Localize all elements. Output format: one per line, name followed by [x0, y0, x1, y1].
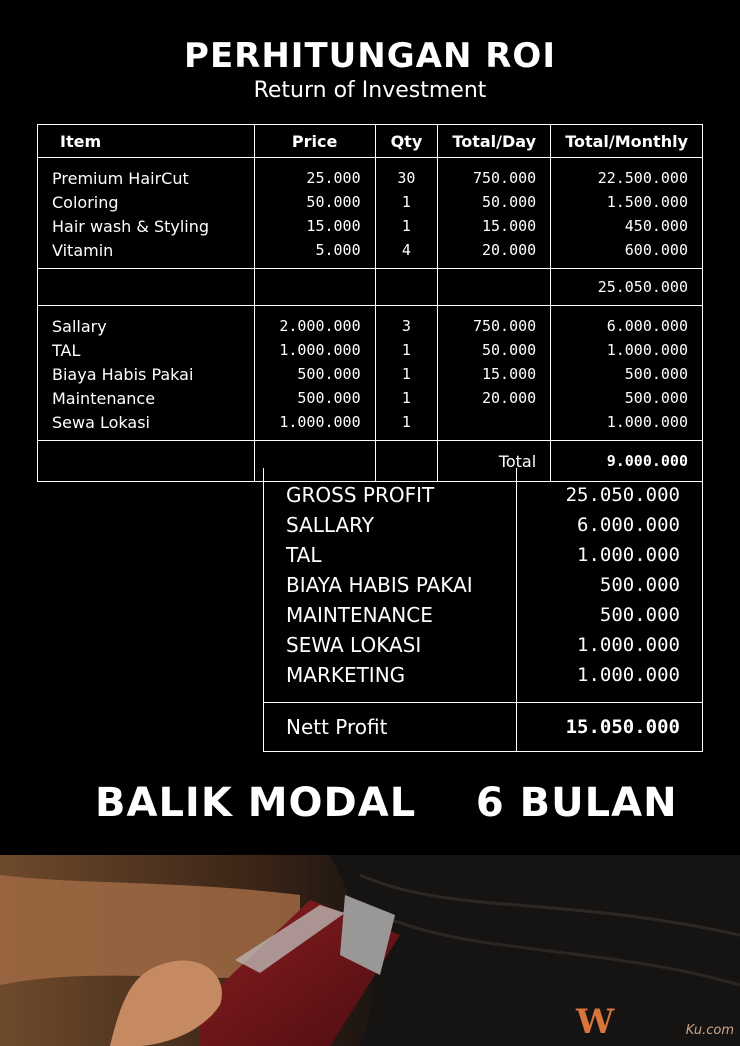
col-header-total-day: Total/Day	[438, 125, 551, 158]
expense-total-monthly: 1.000.000	[551, 410, 703, 441]
item-name: Vitamin	[38, 238, 255, 269]
expense-qty: 1	[375, 338, 438, 362]
income-subtotal-row	[38, 269, 703, 306]
roi-table	[37, 124, 703, 482]
expense-total-monthly: 500.000	[551, 386, 703, 410]
summary-label: TAL	[264, 540, 517, 570]
expense-name: Biaya Habis Pakai	[38, 362, 255, 386]
expense-total-monthly: 1.000.000	[551, 338, 703, 362]
table-row	[38, 362, 703, 386]
break-even-period: 6 BULAN	[475, 780, 678, 826]
item-total-monthly: 450.000	[551, 214, 703, 238]
table-row	[38, 158, 703, 191]
summary-value: 500.000	[517, 600, 703, 630]
nett-profit-row	[264, 703, 703, 752]
summary-label: SEWA LOKASI	[264, 630, 517, 660]
expense-name: Sewa Lokasi	[38, 410, 255, 441]
item-total-day: 750.000	[438, 158, 551, 191]
barber-photo	[0, 855, 740, 1046]
expense-total-day: 50.000	[438, 338, 551, 362]
summary-label: MARKETING	[264, 660, 517, 703]
total-value: 9.000.000	[551, 441, 703, 482]
item-qty: 30	[375, 158, 438, 191]
income-subtotal: 25.050.000	[551, 269, 703, 306]
barber-clipper-image	[0, 855, 740, 1046]
item-name: Coloring	[38, 190, 255, 214]
summary-label: SALLARY	[264, 510, 517, 540]
expense-total-day: 15.000	[438, 362, 551, 386]
summary-value: 25.050.000	[517, 468, 703, 510]
break-even-label: BALIK MODAL	[95, 780, 417, 826]
item-name: Hair wash & Styling	[38, 214, 255, 238]
page-title: PERHITUNGAN ROI	[184, 36, 556, 76]
table-header-row	[38, 125, 703, 158]
col-header-price: Price	[254, 125, 375, 158]
item-total-monthly: 600.000	[551, 238, 703, 269]
item-total-day: 50.000	[438, 190, 551, 214]
expense-name: TAL	[38, 338, 255, 362]
summary-label: MAINTENANCE	[264, 600, 517, 630]
summary-table	[263, 468, 703, 752]
expense-price: 1.000.000	[254, 410, 375, 441]
summary-row	[264, 660, 703, 703]
expense-price: 2.000.000	[254, 306, 375, 339]
col-header-item: Item	[38, 125, 255, 158]
item-total-day: 15.000	[438, 214, 551, 238]
table-row	[38, 386, 703, 410]
expense-price: 1.000.000	[254, 338, 375, 362]
table-row	[38, 410, 703, 441]
break-even-banner	[95, 780, 678, 826]
summary-row	[264, 540, 703, 570]
item-name: Premium HairCut	[38, 158, 255, 191]
watermark-text: Ku.com	[685, 1023, 734, 1038]
expense-total-day: 20.000	[438, 386, 551, 410]
nett-profit-value: 15.050.000	[517, 703, 703, 752]
summary-value: 1.000.000	[517, 660, 703, 703]
summary-row	[264, 468, 703, 510]
table-row	[38, 238, 703, 269]
watermark-logo: W	[576, 1002, 615, 1042]
summary-row	[264, 510, 703, 540]
table-row	[38, 338, 703, 362]
col-header-qty: Qty	[375, 125, 438, 158]
item-price: 15.000	[254, 214, 375, 238]
col-header-total-monthly: Total/Monthly	[551, 125, 703, 158]
expense-name: Maintenance	[38, 386, 255, 410]
item-qty: 1	[375, 214, 438, 238]
expense-qty: 3	[375, 306, 438, 339]
expense-qty: 1	[375, 362, 438, 386]
item-total-monthly: 1.500.000	[551, 190, 703, 214]
expense-qty: 1	[375, 410, 438, 441]
summary-value: 1.000.000	[517, 540, 703, 570]
item-price: 50.000	[254, 190, 375, 214]
summary-value: 500.000	[517, 570, 703, 600]
table-row	[38, 190, 703, 214]
expense-price: 500.000	[254, 386, 375, 410]
expense-total-monthly: 500.000	[551, 362, 703, 386]
summary-label: BIAYA HABIS PAKAI	[264, 570, 517, 600]
expense-price: 500.000	[254, 362, 375, 386]
summary-value: 6.000.000	[517, 510, 703, 540]
item-total-day: 20.000	[438, 238, 551, 269]
total-label: Total	[438, 441, 551, 482]
summary-row	[264, 630, 703, 660]
summary-row	[264, 570, 703, 600]
expense-total-day: 750.000	[438, 306, 551, 339]
item-qty: 1	[375, 190, 438, 214]
expense-total-day	[438, 410, 551, 441]
page-subtitle: Return of Investment	[253, 78, 487, 103]
summary-value: 1.000.000	[517, 630, 703, 660]
item-qty: 4	[375, 238, 438, 269]
table-row	[38, 306, 703, 339]
summary-label: GROSS PROFIT	[264, 468, 517, 510]
expense-total-monthly: 6.000.000	[551, 306, 703, 339]
nett-profit-label: Nett Profit	[264, 703, 517, 752]
item-total-monthly: 22.500.000	[551, 158, 703, 191]
item-price: 5.000	[254, 238, 375, 269]
expense-name: Sallary	[38, 306, 255, 339]
summary-row	[264, 600, 703, 630]
table-row	[38, 214, 703, 238]
item-price: 25.000	[254, 158, 375, 191]
expense-qty: 1	[375, 386, 438, 410]
